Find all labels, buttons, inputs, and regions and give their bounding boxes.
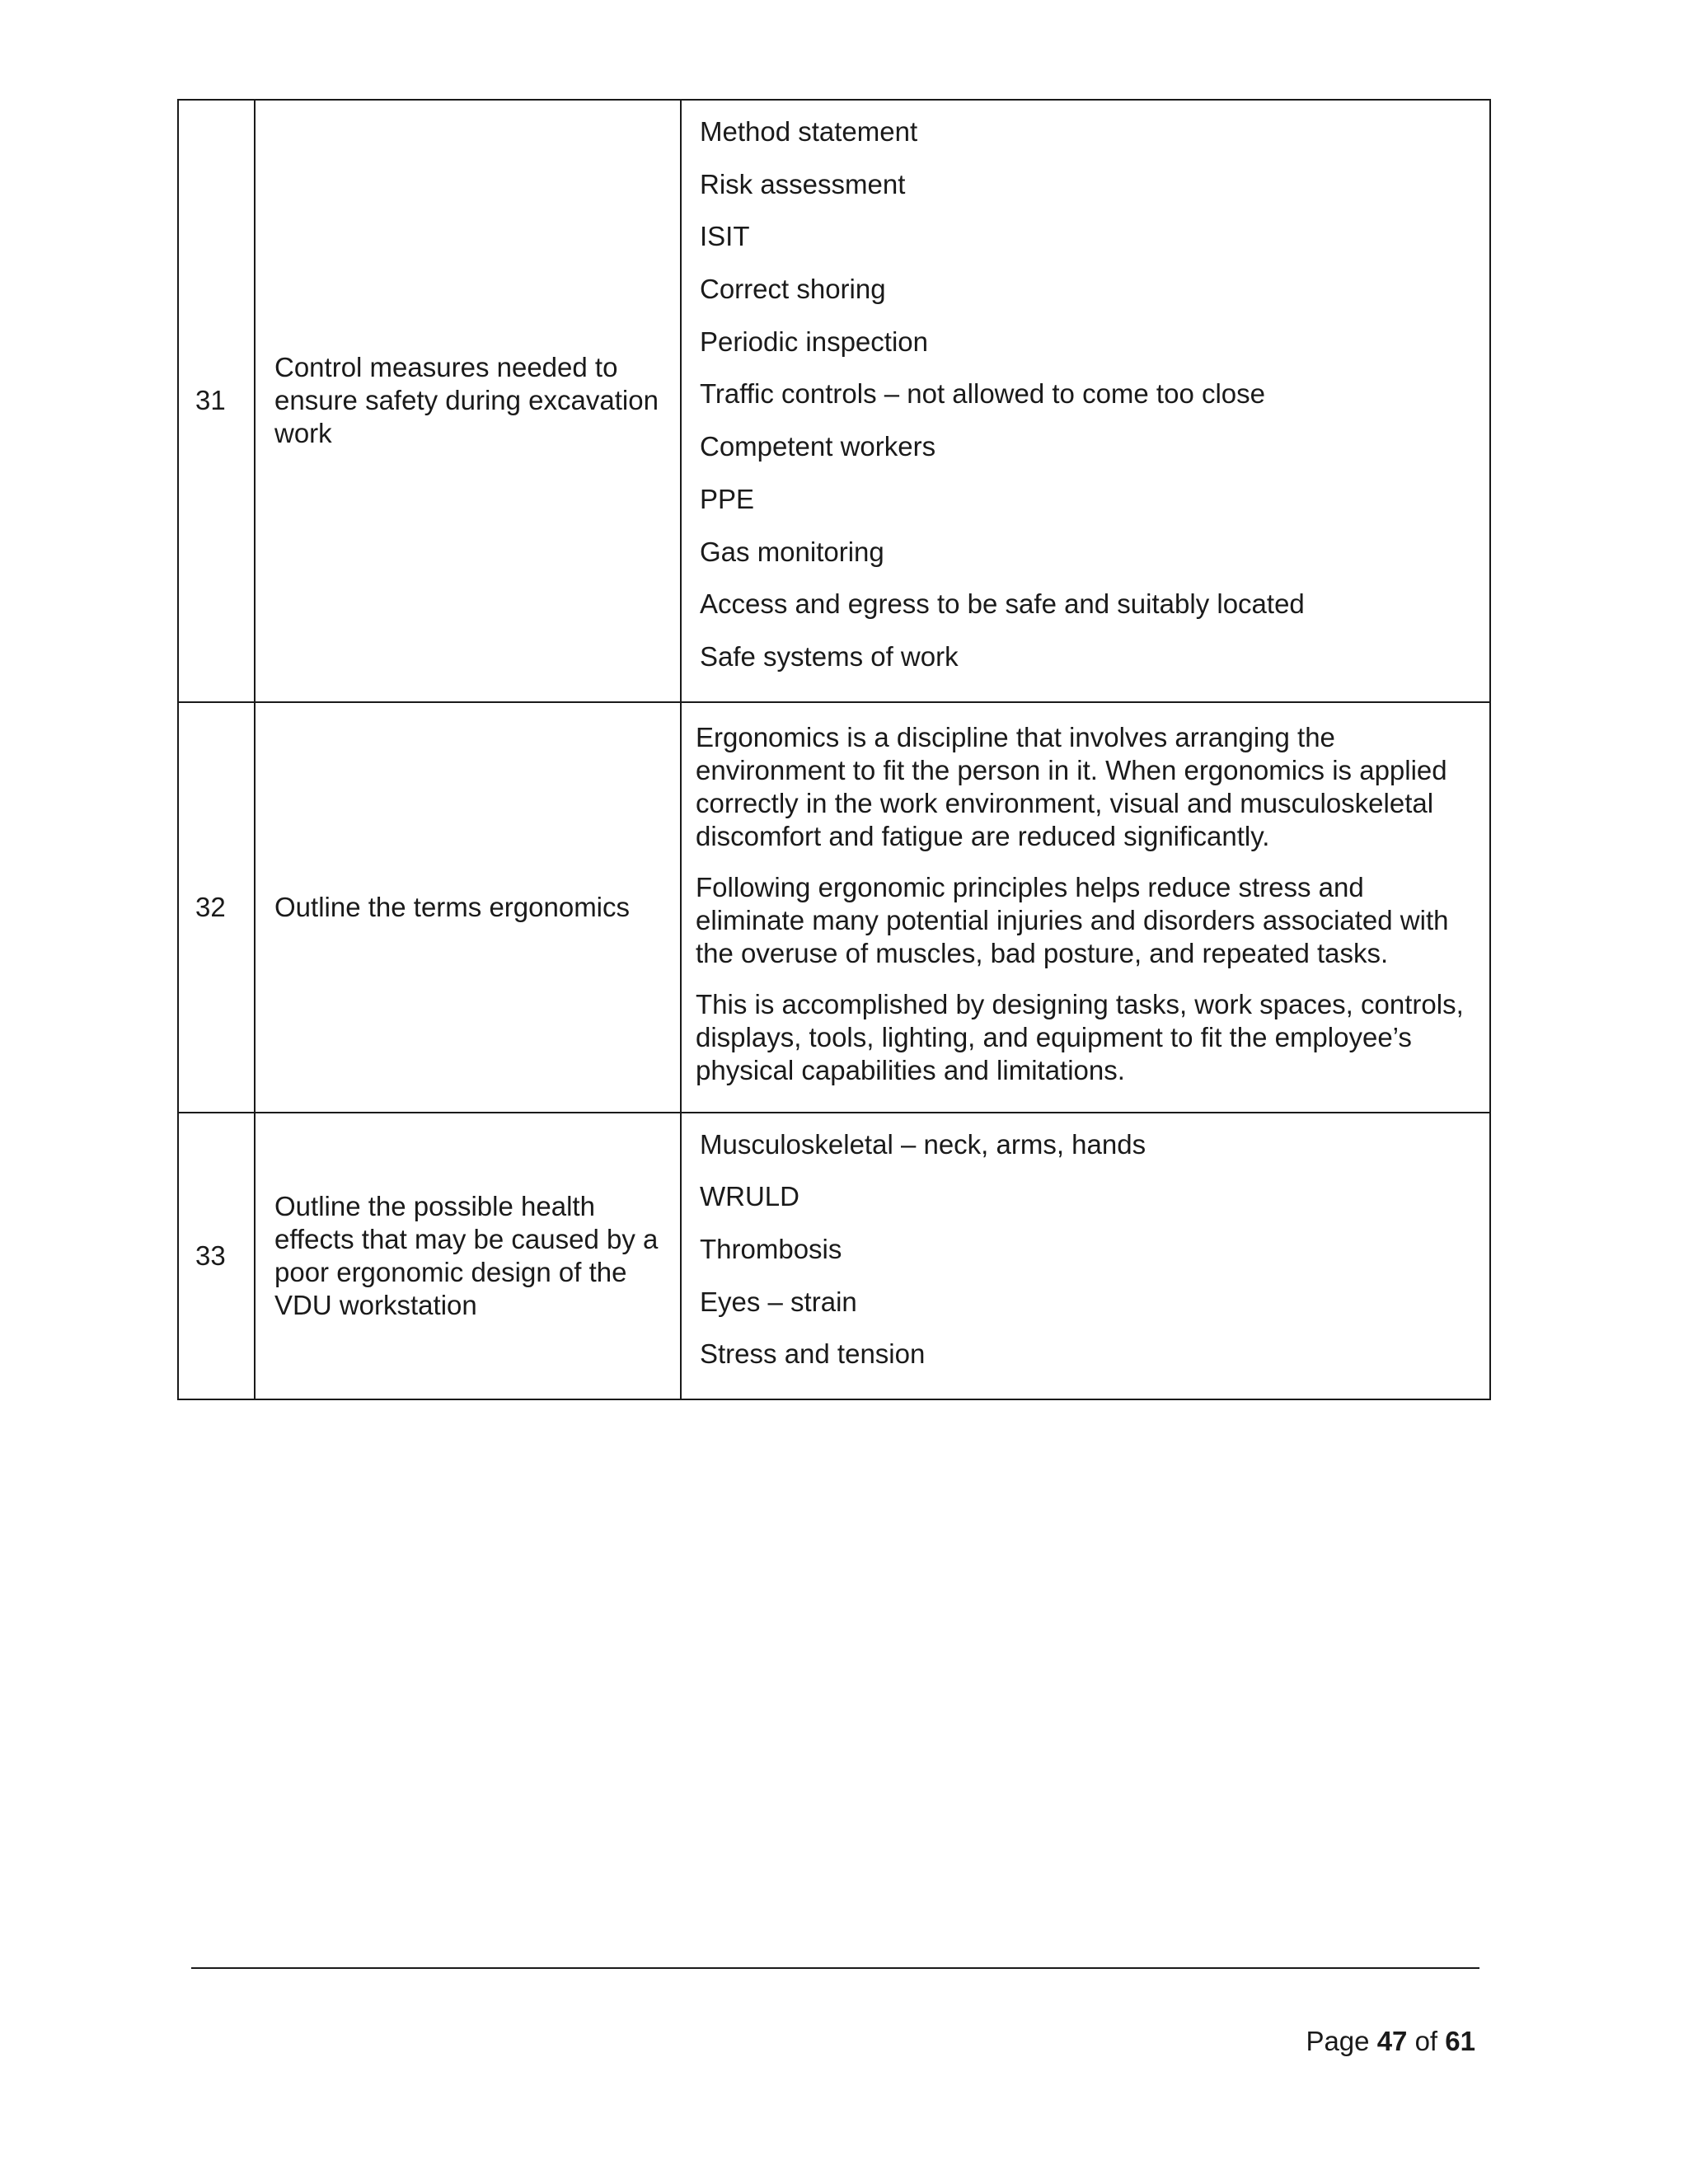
question-text: Outline the terms ergonomics xyxy=(255,702,681,1113)
answer-line: Gas monitoring xyxy=(700,536,884,567)
qa-table xyxy=(177,99,1491,1400)
answer-line: Competent workers xyxy=(700,431,936,462)
answer-line: WRULD xyxy=(700,1181,799,1212)
answer-line: Periodic inspection xyxy=(700,326,928,357)
page-prefix: Page xyxy=(1306,2026,1370,2056)
page-number xyxy=(1306,2025,1475,2058)
answer-line: Traffic controls – not allowed to come too close xyxy=(700,378,1266,410)
answer-line: Risk assessment xyxy=(700,168,906,199)
answer-cell xyxy=(681,702,1490,1113)
answer-line: Method statement xyxy=(700,116,918,147)
table-row xyxy=(178,100,1490,702)
answer-line: Correct shoring xyxy=(700,274,886,305)
answer-cell xyxy=(681,100,1490,702)
page-total: 61 xyxy=(1445,2026,1475,2056)
answer-line: ISIT xyxy=(700,221,750,252)
table-row xyxy=(178,1113,1490,1399)
answer-line: Thrombosis xyxy=(700,1233,842,1264)
question-text: Control measures needed to ensure safety during excavation work xyxy=(255,100,681,702)
answer-line: Safe systems of work xyxy=(700,640,959,672)
row-number: 31 xyxy=(178,100,255,702)
row-number: 32 xyxy=(178,702,255,1113)
answer-cell xyxy=(681,1113,1490,1399)
question-text: Outline the possible health effects that may be caused by a poor ergonomic design of the VDU workstation xyxy=(255,1113,681,1399)
table-row xyxy=(178,702,1490,1113)
answer-line: Eyes – strain xyxy=(700,1286,857,1317)
footer-divider xyxy=(191,1967,1479,1969)
page-current: 47 xyxy=(1376,2026,1408,2056)
answer-line: Stress and tension xyxy=(700,1338,926,1370)
page-separator: of xyxy=(1414,2026,1438,2056)
answer-line: PPE xyxy=(700,483,755,514)
answer-line: Musculoskeletal – neck, arms, hands xyxy=(700,1128,1146,1160)
answer-paragraph: This is accomplished by designing tasks, work spaces, controls, displays, tools, lighting, and equipment to fit the employee’s physical capabilities and limitations. xyxy=(696,988,1464,1085)
row-number: 33 xyxy=(178,1113,255,1399)
answer-line: Access and egress to be safe and suitably located xyxy=(700,588,1305,620)
answer-paragraph: Ergonomics is a discipline that involves arranging the environment to fit the person in it. When ergonomics is applied correctly in the work environment, visual and musculoskeletal discomfort and fatigue are reduced significantly. xyxy=(696,721,1447,851)
answer-paragraph: Following ergonomic principles helps reduce stress and eliminate many potential injuries and disorders associated with the overuse of muscles, bad posture, and repeated tasks. xyxy=(696,871,1449,968)
